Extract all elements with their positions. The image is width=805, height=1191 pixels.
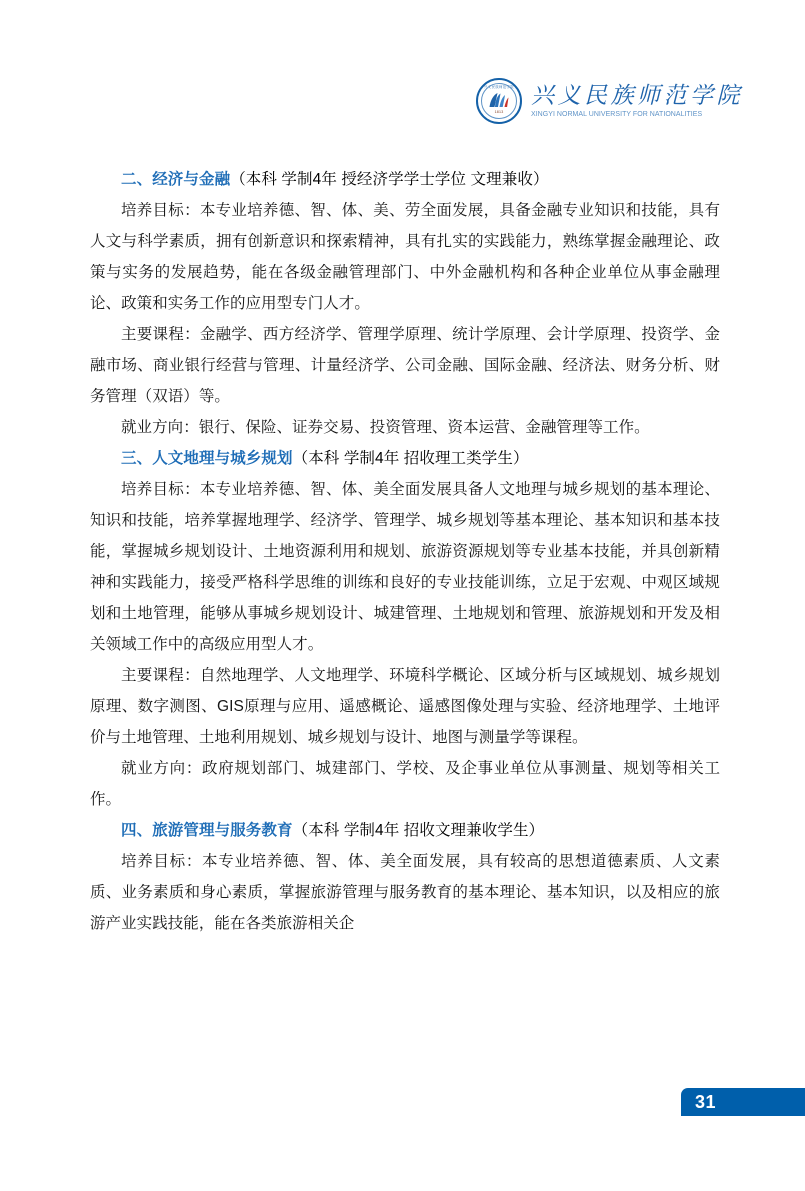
section-heading-4 — [90, 815, 720, 846]
university-seal-icon — [476, 78, 522, 124]
seal-year-text: 1813 — [494, 110, 504, 115]
paragraph: 就业方向：政府规划部门、城建部门、学校、及企事业单位从事测量、规划等相关工作。 — [90, 760, 720, 808]
section-title-4: 四、旅游管理与服务教育 — [121, 822, 293, 839]
section-meta-2: （本科 学制4年 授经济学学士学位 文理兼收） — [230, 171, 549, 188]
section-meta-4: （本科 学制4年 招收文理兼收学生） — [292, 822, 545, 839]
section-title-3: 三、人文地理与城乡规划 — [121, 450, 293, 467]
page-number-tab — [681, 1088, 805, 1116]
logo-wordmark — [531, 84, 743, 118]
university-name-en: XINGYI NORMAL UNIVERSITY FOR NATIONALITIES — [531, 108, 703, 118]
paragraph: 培养目标：本专业培养德、智、体、美全面发展，具有较高的思想道德素质、人文素质、业务素质和身心素质，掌握旅游管理与服务教育的基本理论、基本知识，以及相应的旅游产业实践技能，能在各类旅游相关企 — [90, 853, 720, 932]
section-meta-3: （本科 学制4年 招收理工类学生） — [292, 450, 529, 467]
university-name-cn: 兴义民族师范学院 — [531, 83, 743, 110]
seal-emblem-icon — [487, 91, 512, 111]
seal-arc-text: 兴义民族师范学院 — [484, 85, 514, 89]
section-heading-3 — [90, 443, 720, 474]
paragraph: 培养目标：本专业培养德、智、体、美全面发展具备人文地理与城乡规划的基本理论、知识和技能，培养掌握地理学、经济学、管理学、城乡规划等基本理论、基本知识和基本技能，掌握城乡规划设计、土地资源利用和规划、旅游资源规划等专业基本技能，并具创新精神和实践能力，接受严格科学思维的训练和良好的专业技能训练，立足于宏观、中观区域规划和土地管理，能够从事城乡规划设计、城建管理、土地规划和管理、旅游规划和开发及相关领域工作中的高级应用型人才。 — [90, 481, 720, 653]
paragraph: 就业方向：银行、保险、证券交易、投资管理、资本运营、金融管理等工作。 — [121, 419, 650, 436]
section-heading-2 — [90, 164, 720, 195]
paragraph: 培养目标：本专业培养德、智、体、美、劳全面发展，具备金融专业知识和技能，具有人文与科学素质，拥有创新意识和探索精神，具有扎实的实践能力，熟练掌握金融理论、政策与实务的发展趋势，能在各级金融管理部门、中外金融机构和各种企业单位从事金融理论、政策和实务工作的应用型专门人才。 — [90, 202, 720, 312]
section-title-2: 二、经济与金融 — [121, 171, 231, 188]
paragraph: 主要课程：金融学、西方经济学、管理学原理、统计学原理、会计学原理、投资学、金融市场、商业银行经营与管理、计量经济学、公司金融、国际金融、经济法、财务分析、财务管理（双语）等。 — [90, 326, 720, 405]
university-logo-header — [476, 78, 743, 124]
document-body — [90, 164, 720, 939]
paragraph: 主要课程：自然地理学、人文地理学、环境科学概论、区域分析与区域规划、城乡规划原理、数字测图、GIS原理与应用、遥感概论、遥感图像处理与实验、经济地理学、土地评价与土地管理、土地利用规划、城乡规划与设计、地图与测量学等课程。 — [90, 667, 720, 746]
page-number: 31 — [695, 1092, 717, 1112]
